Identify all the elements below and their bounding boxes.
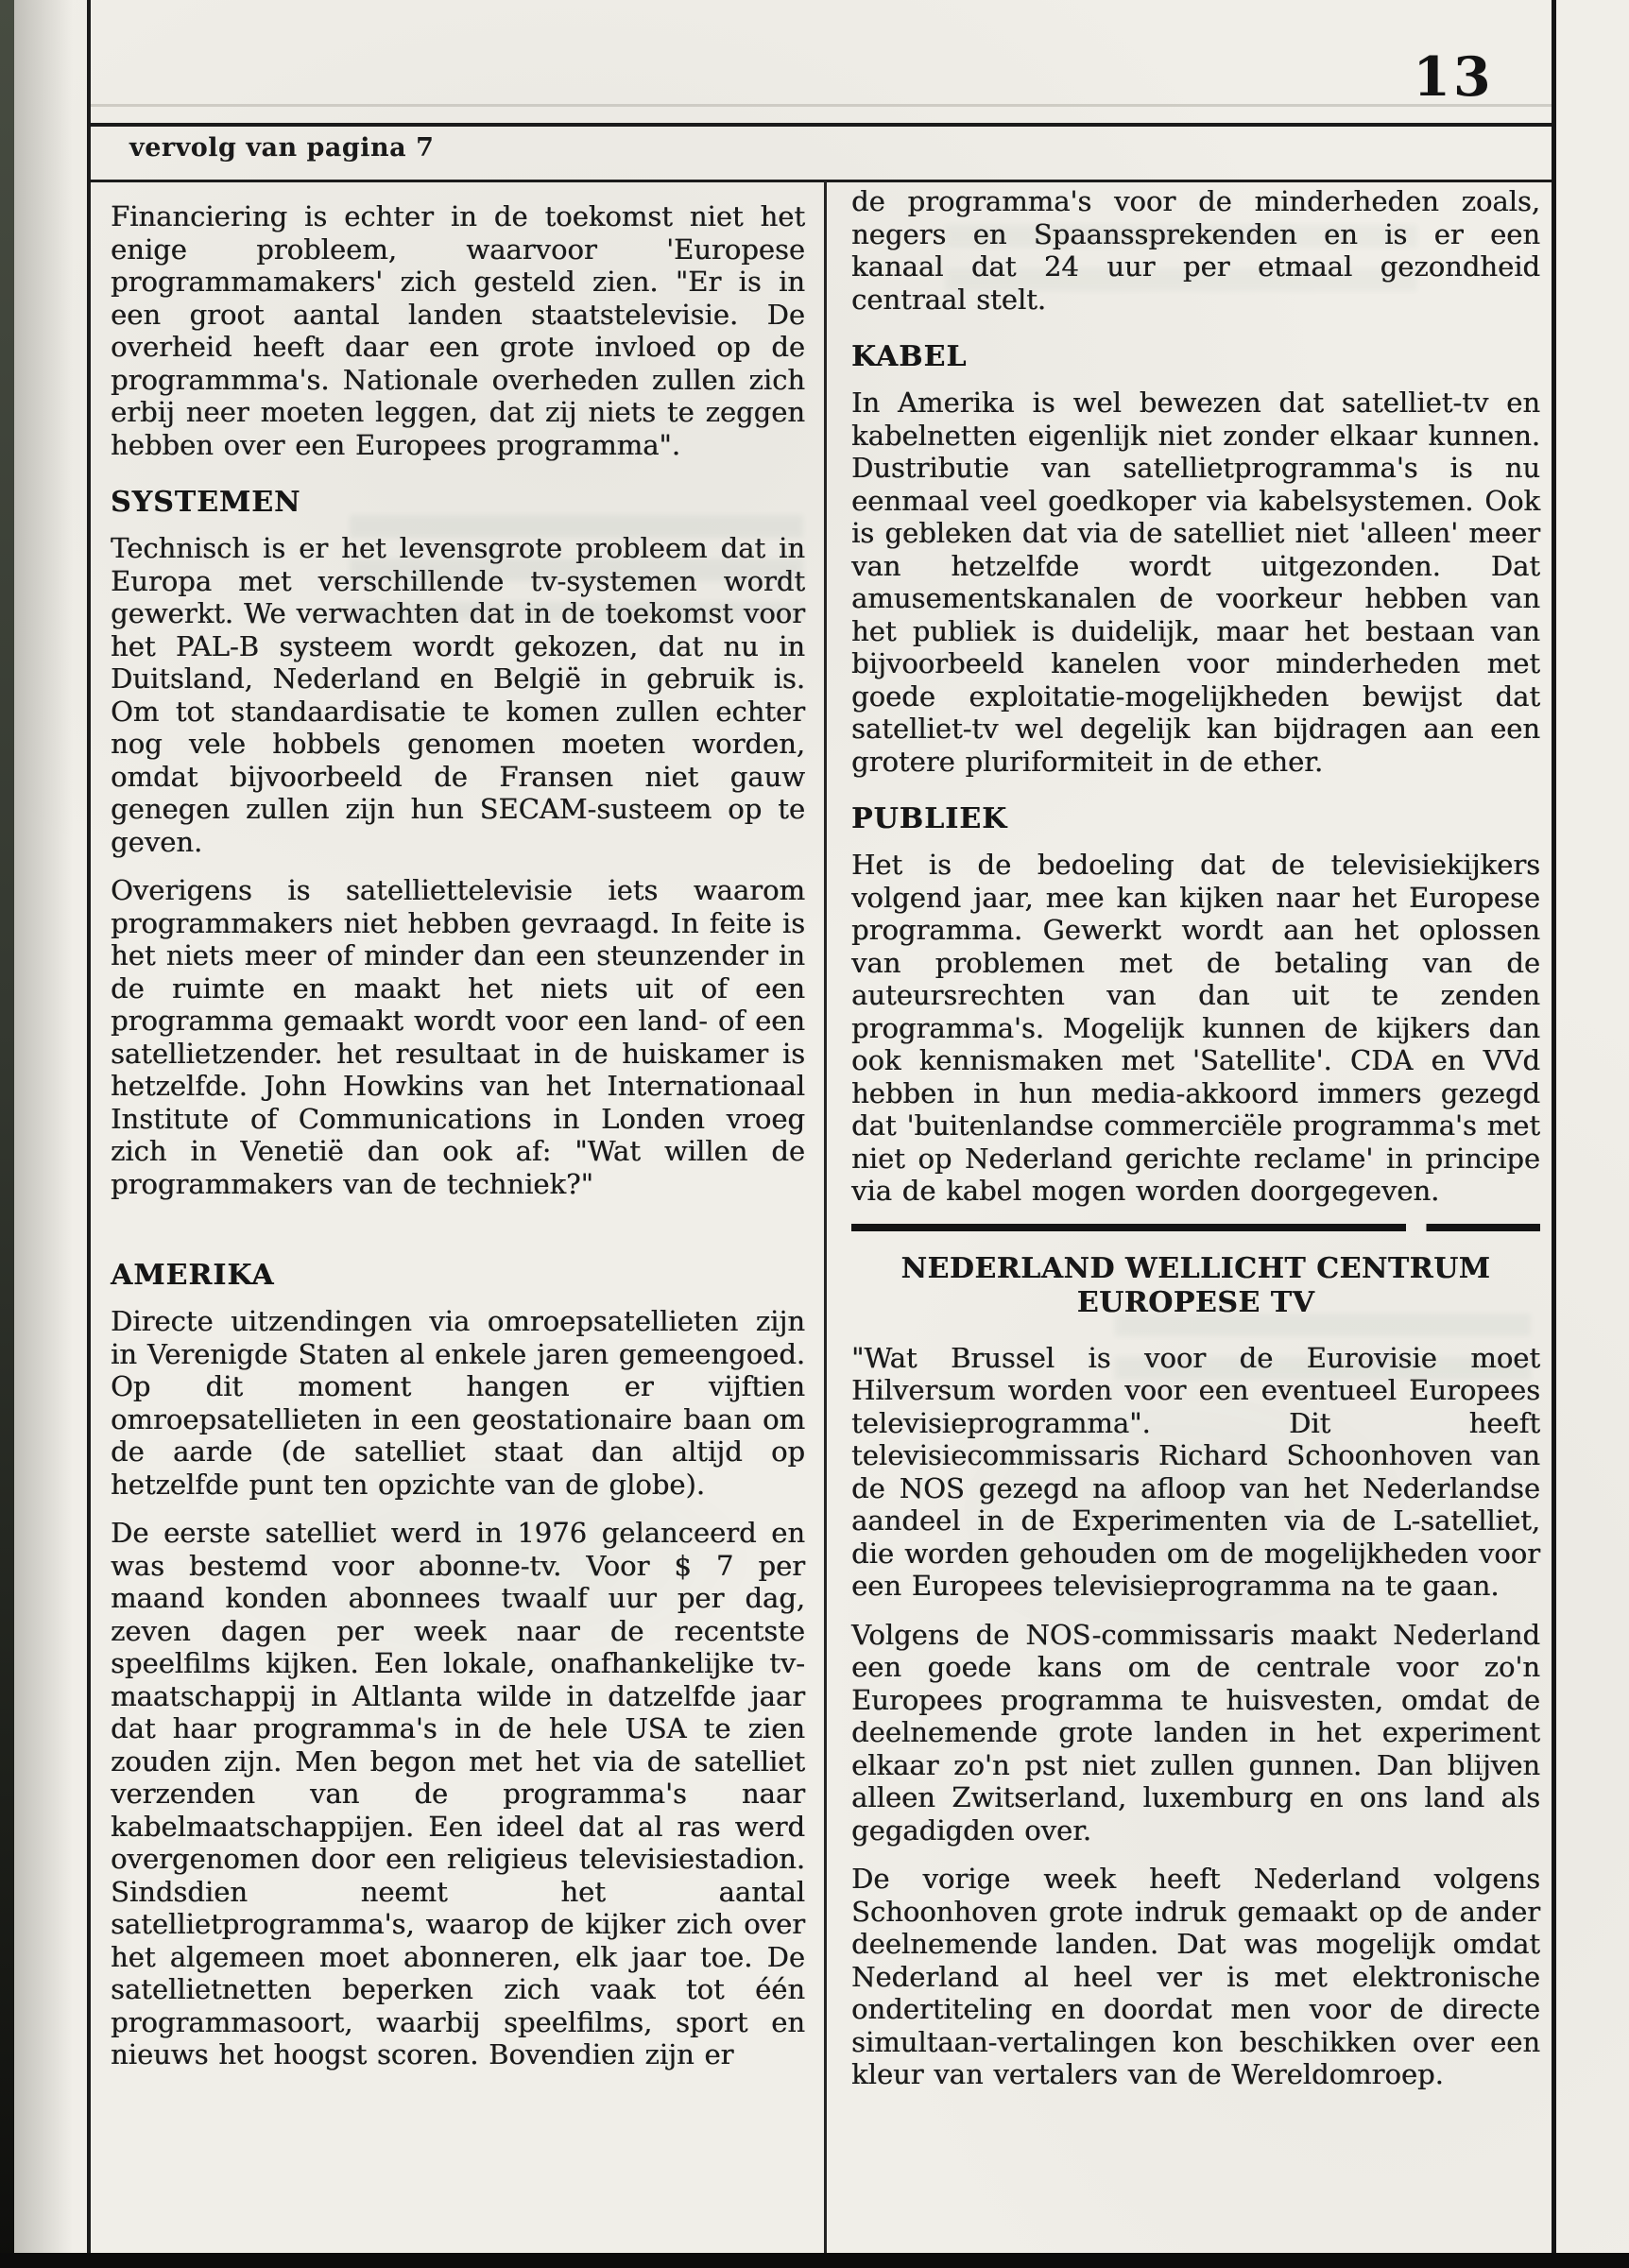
section-divider-rule xyxy=(851,1224,1540,1231)
article-paragraph: Technisch is er het levensgrote probleem dat in Europa met verschillende tv-systemen wordt gewerkt. We verwachten dat in de toekomst voor het PAL-B systeem wordt gekozen, dat nu in Duitsland, Nederland en België in gebruik is. Om tot standaardisatie te komen zullen echter nog vele hobbels genomen moeten worden, omdat bijvoorbeeld de Fransen niet gauw genegen zullen zijn hun SECAM-susteem op te geven. xyxy=(111,532,805,858)
page-border-right xyxy=(1552,0,1556,2255)
column-divider xyxy=(824,180,827,2253)
section-heading-publiek: PUBLIEK xyxy=(851,802,1008,835)
scan-edge-shadow xyxy=(14,0,73,2268)
section-heading-kabel: KABEL xyxy=(851,340,968,373)
article-paragraph: De vorige week heeft Nederland volgens Schoonhoven grote indruk gemaakt op de ander deelnemende landen. Dat was mogelijk omdat Nederland al heel ver is met elektronische ondertiteling en doordat men voor de directe simultaan-vertalingen kon beschikken over een kleur van vertalers van de Wereldomroep. xyxy=(851,1863,1540,2091)
page-border-left xyxy=(87,0,91,2255)
article-paragraph: Financiering is echter in de toekomst niet het enige probleem, waarvoor 'Europese programmamakers' zich gesteld zien. "Er is in een groot aantal landen staatstelevisie. De overheid heeft daar een grote invloed op de programmma's. Nationale overheden zullen zich erbij neer moeten leggen, dat zij niets te zeggen hebben over een Europees programma". xyxy=(111,200,805,461)
article-title-line: NEDERLAND WELLICHT CENTRUM xyxy=(900,1251,1491,1285)
section-heading-amerika: AMERIKA xyxy=(111,1259,275,1292)
article-title-line: EUROPESE TV xyxy=(1076,1286,1315,1320)
scan-artifact-line xyxy=(91,104,1552,107)
left-column xyxy=(111,191,805,2088)
header-rule-top xyxy=(87,123,1556,127)
right-column xyxy=(851,185,1540,2107)
article-paragraph: De eerste satelliet werd in 1976 gelanceerd en was bestemd voor abonne-tv. Voor $ 7 per maand konden abonnees twaalf uur per dag, zeven dagen per week naar de recentste speelfilms kijken. Een lokale, onafhankelijke tv-maatschappij in Altlanta wilde in datzelfde jaar dat haar programma's in de hele USA te zien zouden zijn. Men begon met het via de satelliet verzenden van de programma's naar kabelmaatschappijen. Een ideel dat al ras werd overgenomen door een religieus televisiestadion. Sindsdien neemt het aantal satellietprogramma's, waarop de kijker zich over het algemeen moet abonneren, elk jaar toe. De satellietnetten beperken zich vaak tot één programmasoort, waarbij speelfilms, sport en nieuws het hoogst scoren. Bovendien zijn er xyxy=(111,1517,805,2070)
article-paragraph: Volgens de NOS-commissaris maakt Nederland een goede kans om de centrale voor zo'n Europees programma te huisvesten, omdat de deelnemende grote landen in het experiment elkaar zo'n pst niet zullen gunnen. Dan blijven alleen Zwitserland, luxemburg en ons land als gegadigden over. xyxy=(851,1618,1540,1847)
article-title-nederland-wellicht-centrum-europese-tv xyxy=(851,1252,1540,1321)
article-paragraph: Het is de bedoeling dat de televisiekijkers volgend jaar, mee kan kijken naar het Europese programma. Gewerkt wordt aan het oplossen van problemen met de betaling van de auteursrechten van dan uit te zenden programma's. Mogelijk kunnen de kijkers dan ook kennismaken met 'Satellite'. CDA en VVd hebben in hun media-akkoord immers gezegd dat 'buitenlandse commerciële programma's met niet op Nederland gerichte reclame' in principe via de kabel mogen worden doorgegeven. xyxy=(851,849,1540,1207)
scan-edge-strip xyxy=(0,0,14,2268)
article-paragraph: de programma's voor de minderheden zoals, negers en Spaanssprekenden en is er een kanaal dat 24 uur per etmaal gezondheid centraal stelt. xyxy=(851,185,1540,316)
article-paragraph: In Amerika is wel bewezen dat satelliet-tv en kabelnetten eigenlijk niet zonder elkaar kunnen. Dustributie van satellietprogramma's is nu eenmaal veel goedkoper via kabelsystemen. Ook is gebleken dat via de satelliet niet 'alleen' meer van hetzelfde wordt uitgezonden. Dat amusementskanalen de voorkeur hebben van het publiek is duidelijk, maar het bestaan van bijvoorbeeld kanelen voor minderheden met goede exploitatie-mogelijkheden bewijst dat satelliet-tv wel degelijk kan bijdragen aan een grotere pluriformiteit in de ether. xyxy=(851,387,1540,778)
article-paragraph: Directe uitzendingen via omroepsatellieten zijn in Verenigde Staten al enkele jaren gemeengoed. Op dit moment hangen er vijftien omroepsatellieten in een geostationaire baan om de aarde (de satelliet staat dan altijd op hetzelfde punt ten opzichte van de globe). xyxy=(111,1305,805,1501)
continuation-note: vervolg van pagina 7 xyxy=(129,133,435,163)
page-number: 13 xyxy=(1413,45,1494,109)
article-paragraph: "Wat Brussel is voor de Eurovisie moet Hilversum worden voor een eventueel Europees televisieprogramma". Dit heeft televisiecommissaris Richard Schoonhoven van de NOS gezegd na afloop van het Nederlandse aandeel in de Experimenten via de L-satelliet, die worden gehouden om de mogelijkheden voor een Europees televisieprogramma na te gaan. xyxy=(851,1341,1540,1603)
article-paragraph: Overigens is satelliettelevisie iets waarom programmakers niet hebben gevraagd. In feite is het niets meer of minder dan een steunzender in de ruimte en maakt het niets uit of een programma gemaakt wordt voor een land- of een satellietzender. het resultaat in de huiskamer is hetzelfde. John Howkins van het Internationaal Institute of Communications in Londen vroeg zich in Venetië dan ook af: "Wat willen de programmakers van de techniek?" xyxy=(111,874,805,1200)
scan-bottom-bar xyxy=(0,2253,1629,2268)
section-heading-systemen: SYSTEMEN xyxy=(111,486,301,519)
header-rule-bottom xyxy=(87,180,1556,182)
